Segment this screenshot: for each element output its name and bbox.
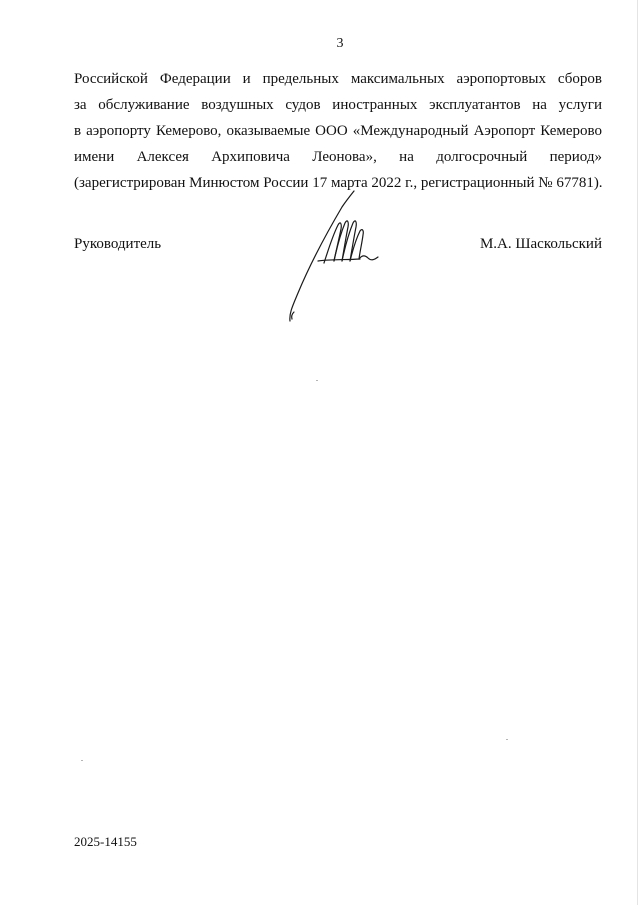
signer-title: Руководитель <box>74 236 162 252</box>
body-line: в аэропорту Кемерово, оказываемые ООО «Международный Аэропорт Кемерово <box>74 123 602 139</box>
body-line: (зарегистрирован Минюстом России 17 марта 2022 г., регистрационный № 67781). <box>74 175 603 191</box>
scan-speck <box>316 380 318 381</box>
page-number: 3 <box>336 36 344 51</box>
body-line: имени Алексея Архиповича Леонова», на долгосрочный период» <box>74 149 602 165</box>
handwritten-signature-icon <box>284 185 394 325</box>
scan-edge-line <box>637 0 638 905</box>
signer-name: М.А. Шаскольский <box>479 236 602 252</box>
body-line: за обслуживание воздушных судов иностранных эксплуатантов на услуги <box>74 97 602 113</box>
body-text <box>74 66 602 196</box>
scan-speck <box>81 760 83 761</box>
body-line: Российской Федерации и предельных максимальных аэропортовых сборов <box>74 71 602 87</box>
document-code: 2025-14155 <box>74 834 137 849</box>
scan-speck <box>506 739 508 740</box>
